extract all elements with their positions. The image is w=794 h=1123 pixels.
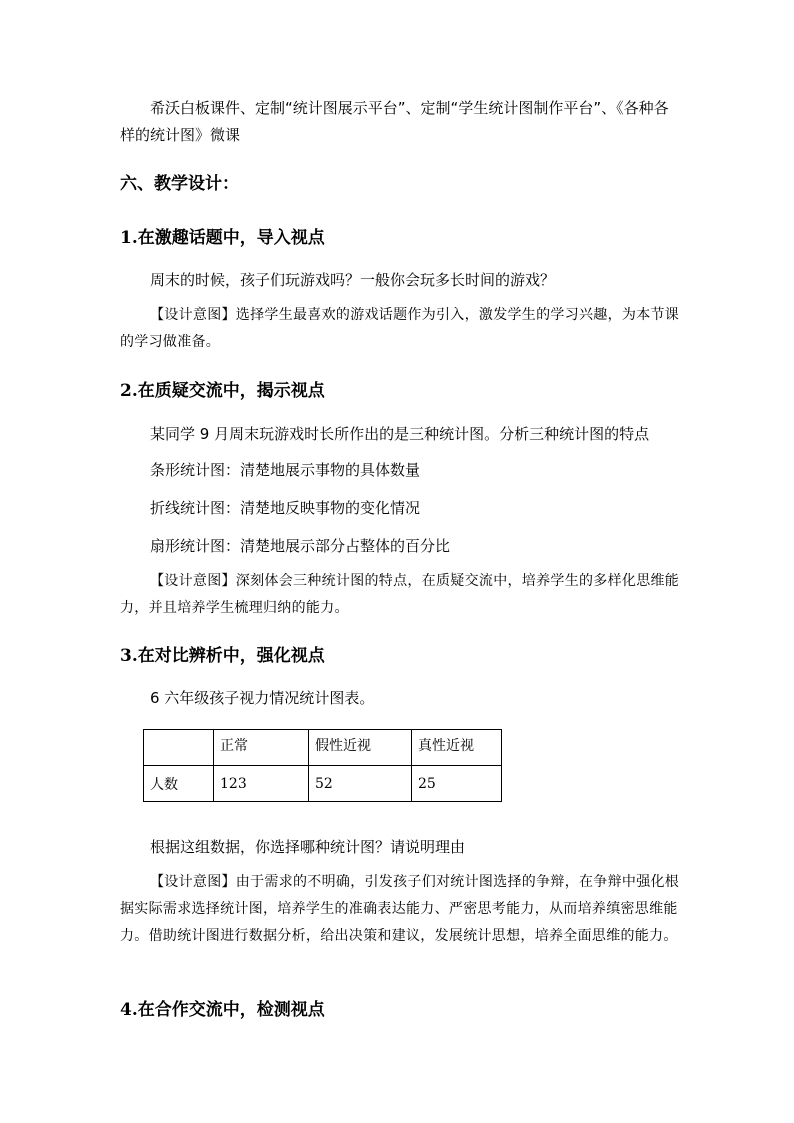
table-row [144, 766, 502, 802]
table-cell [144, 730, 214, 766]
part2-text: 某同学 9 月周末玩游戏时长所作出的是三种统计图。分析三种统计图的特点 [150, 425, 650, 443]
table-cell: 25 [412, 766, 502, 802]
part1-heading: 1.在激趣话题中，导入视点 [120, 228, 325, 248]
part3-text: 6 六年级孩子视力情况统计图表。 [150, 689, 375, 707]
part1-text: 周末的时候，孩子们玩游戏吗？一般你会玩多长时间的游戏？ [150, 271, 556, 289]
table-cell: 真性近视 [412, 730, 502, 766]
table-cell: 假性近视 [309, 730, 412, 766]
part2-design-note: 【设计意图】深刻体会三种统计图的特点，在质疑交流中，培养学生的多样化思维能力，并且培养学生梳理归纳的能力。 [120, 573, 680, 616]
part4-heading: 4.在合作交流中，检测视点 [120, 1000, 325, 1020]
table-cell: 123 [214, 766, 309, 802]
section-six-title: 六、教学设计： [120, 174, 239, 194]
chart-type-line: 折线统计图：清楚地反映事物的变化情况 [150, 499, 421, 517]
vision-table [143, 729, 502, 802]
table-cell: 52 [309, 766, 412, 802]
chart-type-pie: 扇形统计图：清楚地展示部分占整体的百分比 [150, 537, 451, 555]
table-header-row [144, 730, 502, 766]
part1-design-note: 【设计意图】选择学生最喜欢的游戏话题作为引入，激发学生的学习兴趣，为本节课的学习做准备。 [120, 307, 680, 350]
resources-paragraph: 希沃白板课件、定制“统计图展示平台”、定制“学生统计图制作平台”、《各种各样的统计图》微课 [120, 99, 669, 144]
part2-heading: 2.在质疑交流中，揭示视点 [120, 381, 325, 401]
table-cell: 正常 [214, 730, 309, 766]
part3-question: 根据这组数据，你选择哪种统计图？请说明理由 [150, 838, 466, 856]
table-cell: 人数 [144, 766, 214, 802]
chart-type-bar: 条形统计图：清楚地展示事物的具体数量 [150, 461, 421, 479]
part3-heading: 3.在对比辨析中，强化视点 [120, 646, 325, 666]
part3-design-note: 【设计意图】由于需求的不明确，引发孩子们对统计图选择的争辩，在争辩中强化根据实际需求选择统计图，培养学生的准确表达能力、严密思考能力，从而培养缜密思维能力。借助统计图进行数据分析，给出决策和建议，发展统计思想，培养全面思维的能力。 [120, 874, 680, 944]
